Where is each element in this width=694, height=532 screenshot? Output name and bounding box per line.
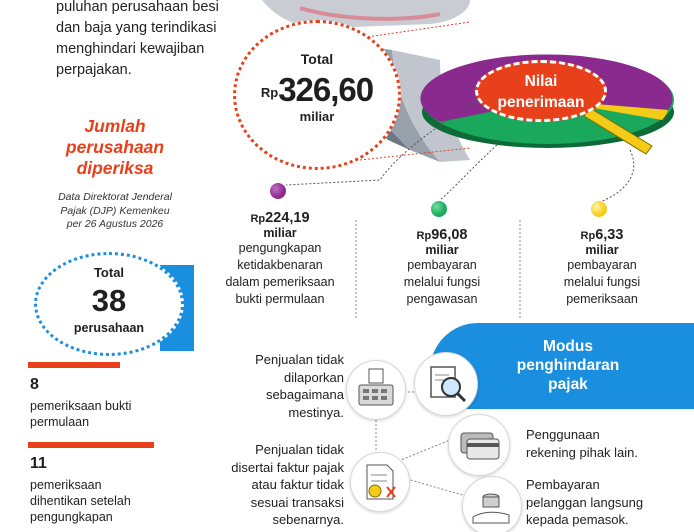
total-value: [236, 71, 398, 109]
pie-title-line: Nilai: [524, 73, 558, 90]
category-desc: bukti permulaan: [235, 292, 325, 306]
stat-value: 11: [30, 455, 47, 472]
intro-line: perpajakan.: [56, 62, 132, 78]
category-desc: melalui fungsi: [563, 275, 641, 289]
category-unit: miliar: [263, 226, 297, 240]
category-desc: pembayaran: [407, 258, 477, 272]
stat-desc: pemeriksaan dihentikan setelah pengungkapan: [30, 478, 131, 524]
invoice-icon: [350, 452, 410, 512]
category-unit: miliar: [585, 243, 619, 257]
modus-item-right: Penggunaan rekening pihak lain.: [526, 427, 639, 460]
category-desc: pengawasan: [406, 292, 478, 306]
category-value: Rp96,08: [416, 227, 468, 243]
intro-line: dan baja yang terindikasi: [56, 20, 217, 36]
intro-line: puluhan perusahaan besi: [56, 0, 219, 15]
category-dot-purple: [270, 183, 286, 199]
total-unit: miliar: [299, 109, 335, 124]
category-item: [532, 227, 672, 308]
companies-total-circle: [34, 252, 184, 356]
category-desc: pengungkapan: [238, 241, 322, 255]
category-item: [205, 210, 355, 308]
pie-title-line: penerimaan: [497, 94, 585, 111]
total-label: Total: [300, 51, 334, 67]
intro-line: menghindari kewajiban: [56, 41, 205, 57]
category-desc: dalam pemeriksaan: [225, 275, 335, 289]
modus-title: Modus penghindaran pajak: [516, 338, 620, 393]
stat-desc: pemeriksaan bukti permulaan: [30, 399, 132, 429]
companies-total-label: Total: [93, 265, 125, 280]
bank-cards-icon: [448, 414, 510, 476]
modus-item-left: Penjualan tidak disertai faktur pajak atau faktur tidak sesuai transaksi sebenarnya.: [231, 442, 344, 527]
total-currency: Rp: [260, 85, 279, 100]
category-desc: pemeriksaan: [566, 292, 638, 306]
category-desc: melalui fungsi: [403, 275, 481, 289]
companies-total-value: 38: [91, 283, 127, 318]
modus-item-right: Pembayaran pelanggan langsung kepada pemasok.: [526, 477, 644, 527]
category-value: Rp224,19: [250, 210, 310, 226]
category-dot-yellow: [591, 201, 607, 217]
companies-source: Data Direktorat Jenderal Pajak (DJP) Kemenkeu per 26 Agustus 2026: [58, 191, 172, 230]
stat-divider: [28, 362, 120, 368]
category-desc: ketidakbenaran: [237, 258, 323, 272]
stat-value: 8: [30, 376, 39, 393]
category-dot-green: [431, 201, 447, 217]
category-item: [372, 227, 512, 308]
intro-paragraph: [56, 0, 256, 81]
modus-item-left: Penjualan tidak dilaporkan sebagaimana mestinya.: [255, 352, 344, 420]
stat-divider: [28, 442, 154, 448]
total-number: 326,60: [278, 71, 374, 108]
category-desc: pembayaran: [567, 258, 637, 272]
magnifier-invoice-icon: [414, 352, 478, 416]
cash-register-icon: [346, 360, 406, 420]
pie-title-badge: [475, 60, 607, 122]
coin-hand-icon: [462, 476, 522, 532]
category-unit: miliar: [425, 243, 459, 257]
total-receipts-circle: [233, 20, 401, 170]
category-value: Rp6,33: [580, 227, 624, 243]
companies-title: Jumlah perusahaan diperiksa: [65, 116, 165, 178]
companies-total-unit: perusahaan: [73, 321, 145, 335]
